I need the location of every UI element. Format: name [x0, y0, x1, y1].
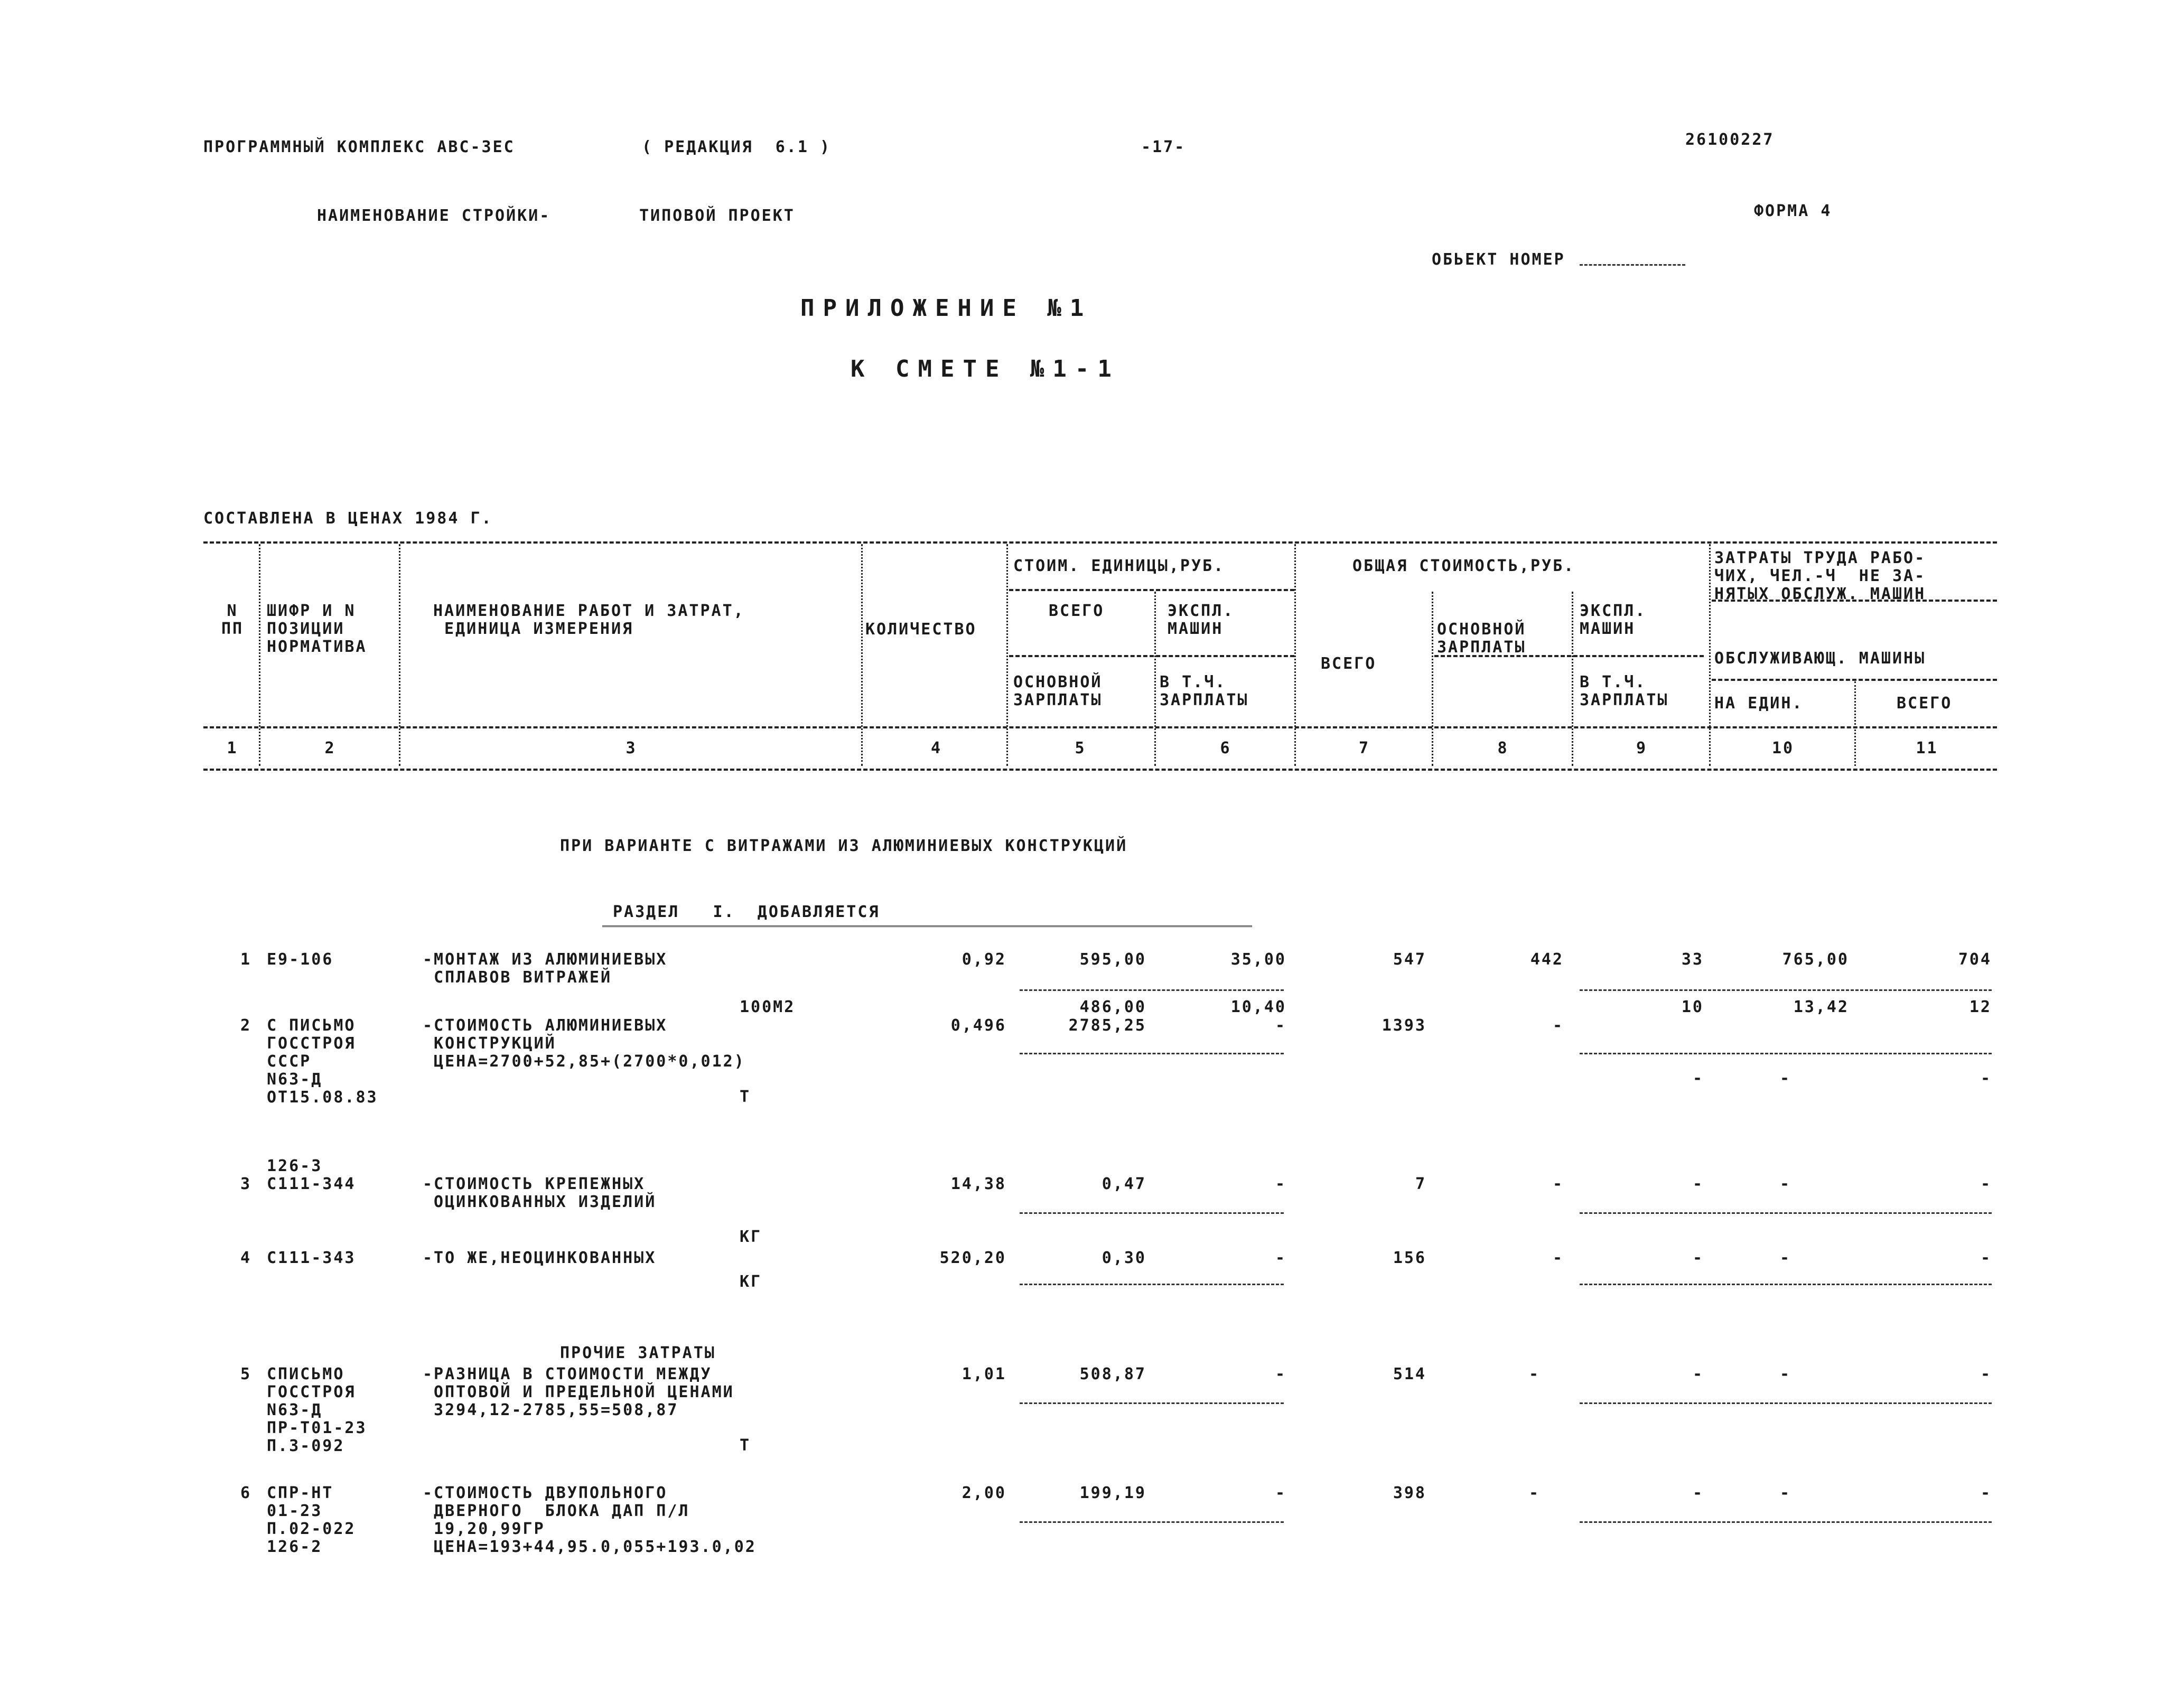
row-labor-total: -	[1980, 1175, 1992, 1193]
table-header-rule	[203, 726, 1997, 728]
row-unit-machines: 35,00	[1230, 950, 1286, 969]
estimate-title: К СМЕТЕ №1-1	[851, 355, 1120, 382]
row-total-machines: -	[1692, 1175, 1704, 1193]
col-quantity: КОЛИЧЕСТВО	[865, 620, 977, 639]
row-labor-unit: -	[1779, 1249, 1791, 1267]
section-title: ПРИ ВАРИАНТЕ С ВИТРАЖАМИ ИЗ АЛЮМИНИЕВЫХ КОНСТРУКЦИЙ	[560, 837, 1128, 855]
row-number: 4	[240, 1249, 252, 1267]
row-unit-machine-salary: 10,40	[1230, 998, 1286, 1016]
subtotal-rule	[1020, 1284, 1284, 1285]
row-unit-machines: -	[1275, 1016, 1286, 1035]
row-total-machines: -	[1692, 1484, 1704, 1502]
unit-cost-mid-rule	[1009, 655, 1294, 657]
col-divider	[1854, 681, 1856, 766]
subtotal-rule	[1580, 1284, 1992, 1285]
program-name: ПРОГРАММНЫЙ КОМПЛЕКС АВС-3ЕС	[203, 138, 515, 156]
row-unit-machines: -	[1275, 1249, 1286, 1267]
col-divider	[1294, 544, 1296, 766]
col-total-machine-salary: В Т.Ч. ЗАРПЛАТЫ	[1580, 673, 1669, 709]
row-unit-salary: 486,00	[1079, 998, 1146, 1016]
row-code: С111-343	[267, 1249, 356, 1267]
row-labor-unit: 765,00	[1782, 950, 1849, 969]
row-labor-unit: -	[1779, 1484, 1791, 1502]
subtotal-rule	[1020, 1053, 1284, 1054]
table-top-rule	[203, 541, 1997, 544]
row-unit: Т	[740, 1436, 751, 1455]
row-total-machines: -	[1692, 1365, 1704, 1383]
razdel-title: РАЗДЕЛ I. ДОБАВЛЯЕТСЯ	[613, 903, 880, 921]
subtotal-rule	[1580, 989, 1992, 991]
col-unit-machine-salary: В Т.Ч. ЗАРПЛАТЫ	[1160, 673, 1249, 709]
col-divider	[1006, 544, 1008, 766]
row-total-salary: -	[1528, 1484, 1540, 1502]
row-unit-machines: -	[1275, 1365, 1286, 1383]
row-quantity: 0,92	[962, 950, 1006, 969]
row-total-machines: -	[1692, 1069, 1704, 1088]
row-total: 398	[1393, 1484, 1426, 1502]
row-unit-cost: 0,30	[1102, 1249, 1146, 1267]
col-n: N ПП	[221, 602, 244, 638]
subtotal-rule	[1580, 1521, 1992, 1523]
col-divider	[399, 544, 400, 766]
col-number: 11	[1916, 739, 1938, 757]
row-quantity: 520,20	[939, 1249, 1006, 1267]
col-divider	[1432, 592, 1433, 766]
col-labor: ЗАТРАТЫ ТРУДА РАБО- ЧИХ, ЧЕЛ.-Ч НЕ ЗА- НЯТЫХ ОБСЛУЖ. МАШИН	[1714, 549, 1926, 603]
row-quantity: 1,01	[962, 1365, 1006, 1383]
col-total-salary: ОСНОВНОЙ ЗАРПЛАТЫ	[1437, 620, 1526, 657]
row-code: СПИСЬМО ГОССТРОЯ N63-Д ПР-Т01-23 П.3-092	[267, 1365, 367, 1455]
table-numbers-rule	[203, 769, 1997, 771]
row-quantity: 14,38	[950, 1175, 1006, 1193]
col-number: 7	[1358, 739, 1370, 757]
edition: ( РЕДАКЦИЯ 6.1 )	[642, 138, 832, 156]
row-total-machine-salary: 10	[1681, 998, 1704, 1016]
col-unit-cost: СТОИМ. ЕДИНИЦЫ,РУБ.	[1013, 557, 1225, 575]
subtotal-rule	[1020, 1521, 1284, 1523]
row-total: 7	[1415, 1175, 1426, 1193]
col-name: НАИМЕНОВАНИЕ РАБОТ И ЗАТРАТ, ЕДИНИЦА ИЗМЕРЕНИЯ	[433, 602, 745, 638]
row-name: -СТОИМОСТЬ ДВУПОЛЬНОГО ДВЕРНОГО БЛОКА ДАП П/Л 19,20,99ГР ЦЕНА=193+44,95.0,055+193.0,02	[423, 1484, 757, 1556]
row-number: 3	[240, 1175, 252, 1193]
construction-label: НАИМЕНОВАНИЕ СТРОЙКИ-	[317, 207, 551, 225]
row-number: 2	[240, 1016, 252, 1035]
row-labor-total: 704	[1958, 950, 1992, 969]
col-unit-machines: ЭКСПЛ. МАШИН	[1168, 602, 1235, 638]
row-unit: 100М2	[740, 998, 796, 1016]
price-basis: СОСТАВЛЕНА В ЦЕНАХ 1984 Г.	[203, 509, 493, 528]
labor-mid-rule	[1712, 679, 1997, 681]
row-labor-total-service: 12	[1969, 998, 1992, 1016]
row-labor-unit: -	[1779, 1175, 1791, 1193]
object-label: ОБЬЕКТ НОМЕР	[1432, 250, 1565, 269]
col-total-machines: ЭКСПЛ. МАШИН	[1580, 602, 1647, 638]
col-divider	[861, 544, 863, 766]
row-name: -МОНТАЖ ИЗ АЛЮМИНИЕВЫХ СПЛАВОВ ВИТРАЖЕЙ	[423, 950, 668, 987]
col-number: 6	[1220, 739, 1231, 757]
subtotal-rule	[1020, 1402, 1284, 1404]
row-unit-cost: 2785,25	[1068, 1016, 1146, 1035]
row-unit-machines: -	[1275, 1484, 1286, 1502]
col-labor-total: ВСЕГО	[1897, 694, 1953, 713]
col-total-cost: ОБЩАЯ СТОИМОСТЬ,РУБ.	[1352, 557, 1575, 575]
col-number: 2	[324, 739, 336, 757]
subtotal-rule	[1020, 1212, 1284, 1214]
row-unit-cost: 595,00	[1079, 950, 1146, 969]
col-number: 3	[626, 739, 637, 757]
row-labor-total: -	[1980, 1249, 1992, 1267]
col-number: 10	[1771, 739, 1795, 757]
col-divider	[1572, 592, 1573, 766]
col-per-unit: НА ЕДИН.	[1714, 694, 1804, 713]
row-code: Е9-106	[267, 950, 334, 969]
appendix-title: ПРИЛОЖЕНИЕ №1	[800, 295, 1093, 322]
form-label: ФОРМА 4	[1754, 202, 1832, 220]
subtotal-rule	[1020, 989, 1284, 991]
construction-value: ТИПОВОЙ ПРОЕКТ	[639, 207, 795, 225]
row-name: -ТО ЖЕ,НЕОЦИНКОВАННЫХ	[423, 1249, 657, 1267]
row-unit-cost: 0,47	[1102, 1175, 1146, 1193]
row-unit-cost: 508,87	[1079, 1365, 1146, 1383]
document-code: 26100227	[1685, 130, 1775, 149]
row-unit: Т	[740, 1088, 751, 1106]
subtotal-rule	[1580, 1212, 1992, 1214]
row-total-machines: 33	[1681, 950, 1704, 969]
row-unit-cost: 199,19	[1079, 1484, 1146, 1502]
row-total-machines: -	[1692, 1249, 1704, 1267]
row-number: 6	[240, 1484, 252, 1502]
row-unit: КГ	[740, 1273, 762, 1291]
row-quantity: 2,00	[962, 1484, 1006, 1502]
row-total: 1393	[1382, 1016, 1426, 1035]
col-divider	[1154, 592, 1156, 766]
row-total-salary: -	[1552, 1249, 1564, 1267]
row-quantity: 0,496	[950, 1016, 1006, 1035]
col-number: 1	[227, 739, 238, 757]
subtotal-rule	[1580, 1402, 1992, 1404]
row-number: 5	[240, 1365, 252, 1383]
other-costs-title: ПРОЧИЕ ЗАТРАТЫ	[560, 1344, 716, 1362]
col-code: ШИФР И N ПОЗИЦИИ НОРМАТИВА	[267, 602, 367, 656]
row-unit-machines: -	[1275, 1175, 1286, 1193]
row-labor-total: -	[1980, 1484, 1992, 1502]
col-number: 9	[1636, 739, 1648, 757]
col-number: 8	[1497, 739, 1509, 757]
object-blank	[1580, 264, 1685, 266]
col-number: 5	[1075, 739, 1086, 757]
col-unit-salary: ОСНОВНОЙ ЗАРПЛАТЫ	[1013, 673, 1103, 709]
unit-cost-rule	[1009, 589, 1294, 591]
row-total: 547	[1393, 950, 1426, 969]
row-name: -СТОИМОСТЬ КРЕПЕЖНЫХ ОЦИНКОВАННЫХ ИЗДЕЛИЙ	[423, 1175, 657, 1211]
row-number: 1	[240, 950, 252, 969]
row-labor-total: -	[1980, 1069, 1992, 1088]
row-total: 156	[1393, 1249, 1426, 1267]
page-number: -17-	[1141, 138, 1186, 156]
row-total: 514	[1393, 1365, 1426, 1383]
col-number: 4	[930, 739, 942, 757]
row-code: С ПИСЬМО ГОССТРОЯ СССР N63-Д ОТ15.08.83	[267, 1016, 378, 1107]
col-divider	[1709, 544, 1711, 766]
row-code: 126-3 С111-344	[267, 1157, 356, 1193]
col-total: ВСЕГО	[1321, 654, 1377, 673]
col-divider	[259, 544, 260, 766]
row-total-salary: -	[1528, 1365, 1540, 1383]
col-unit-total: ВСЕГО	[1049, 602, 1105, 620]
row-name: -РАЗНИЦА В СТОИМОСТИ МЕЖДУ ОПТОВОЙ И ПРЕДЕЛЬНОЙ ЦЕНАМИ 3294,12-2785,55=508,87	[423, 1365, 734, 1419]
row-unit: КГ	[740, 1228, 762, 1246]
row-name: -СТОИМОСТЬ АЛЮМИНИЕВЫХ КОНСТРУКЦИЙ ЦЕНА=2700+52,85+(2700*0,012)	[423, 1016, 745, 1071]
row-labor-unit-service: 13,42	[1793, 998, 1849, 1016]
razdel-underline	[602, 925, 1252, 927]
col-service-machines: ОБСЛУЖИВАЮЩ. МАШИНЫ	[1714, 649, 1926, 668]
row-total-salary: -	[1552, 1016, 1564, 1035]
row-labor-unit: -	[1779, 1365, 1791, 1383]
row-labor-total: -	[1980, 1365, 1992, 1383]
row-labor-unit: -	[1779, 1069, 1791, 1088]
row-total-salary: 442	[1530, 950, 1564, 969]
row-total-salary: -	[1552, 1175, 1564, 1193]
row-code: СПР-НТ 01-23 П.02-022 126-2	[267, 1484, 356, 1556]
subtotal-rule	[1580, 1053, 1992, 1054]
